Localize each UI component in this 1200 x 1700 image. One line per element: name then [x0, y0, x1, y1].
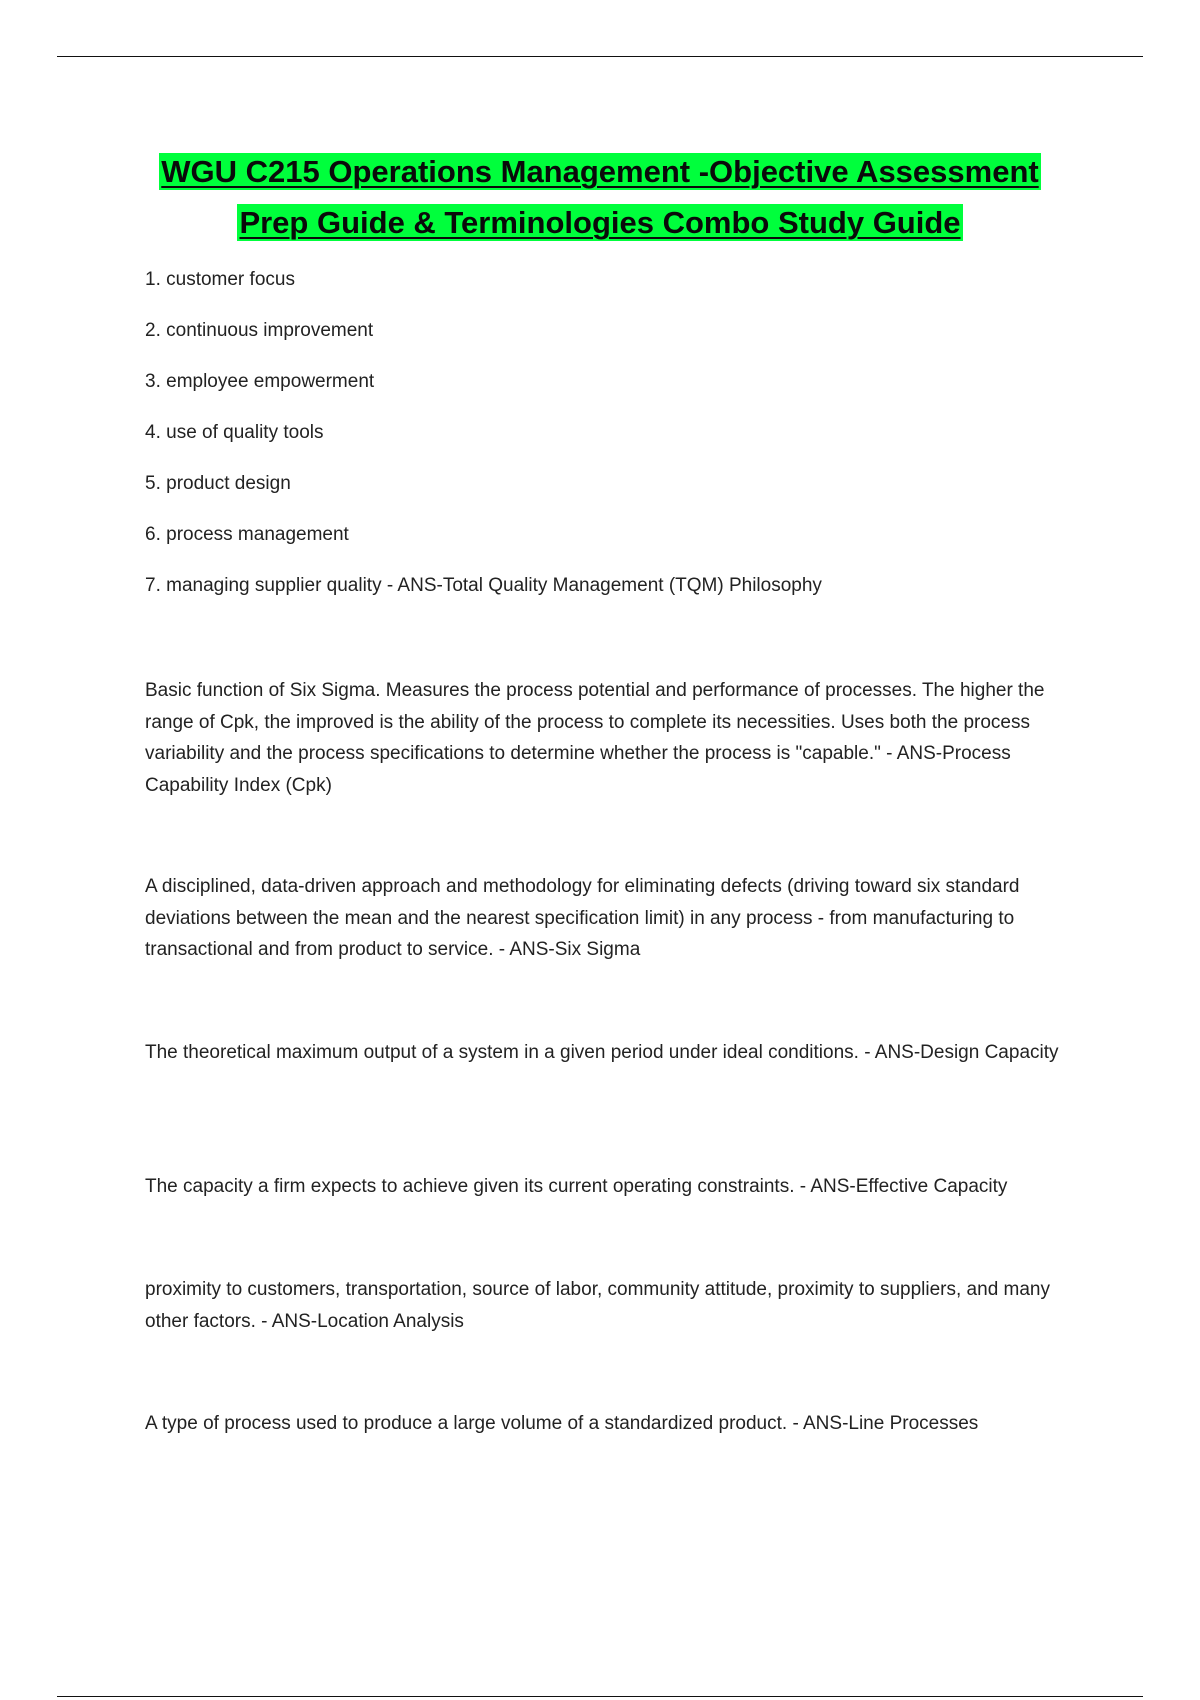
entry-effective-capacity: The capacity a firm expects to achieve given its current operating constraints. - ANS-Effective Capacity — [145, 1176, 1008, 1197]
title-line-1: WGU C215 Operations Management -Objective Assessment — [161, 154, 1039, 189]
entry-location-analysis: proximity to customers, transportation, source of labor, community attitude, proximity to suppliers, and many other factors. - ANS-Location Analysis — [145, 1279, 1050, 1332]
list-item: 4. use of quality tools — [145, 422, 324, 443]
page-bottom-rule — [57, 1696, 1143, 1697]
tqm-list — [145, 264, 1095, 621]
page-top-rule — [57, 56, 1143, 57]
document-title — [60, 146, 1140, 248]
entry-line-processes: A type of process used to produce a large volume of a standardized product. - ANS-Line Processes — [145, 1413, 979, 1434]
entry-six-sigma: A disciplined, data-driven approach and methodology for eliminating defects (driving toward six standard deviations between the mean and the nearest specification limit) in any process - from manufacturing to transactional and from product to service. - ANS-Six Sigma — [145, 876, 1020, 960]
list-item: 2. continuous improvement — [145, 320, 374, 341]
list-item: 6. process management — [145, 524, 349, 545]
list-item: 1. customer focus — [145, 269, 295, 290]
entry-design-capacity: The theoretical maximum output of a system in a given period under ideal conditions. - ANS-Design Capacity — [145, 1042, 1059, 1063]
entry-process-capability-index: Basic function of Six Sigma. Measures the process potential and performance of processes. The higher the range of Cpk, the improved is the ability of the process to complete its necessities. Uses both the process variability and the process specifications to determine whether the process is "capable." - ANS-Process Capability Index (Cpk) — [145, 680, 1045, 796]
list-item: 3. employee empowerment — [145, 371, 375, 392]
list-item: 7. managing supplier quality - ANS-Total Quality Management (TQM) Philosophy — [145, 575, 822, 596]
title-line-2: Prep Guide & Terminologies Combo Study Guide — [239, 205, 961, 240]
list-item: 5. product design — [145, 473, 291, 494]
